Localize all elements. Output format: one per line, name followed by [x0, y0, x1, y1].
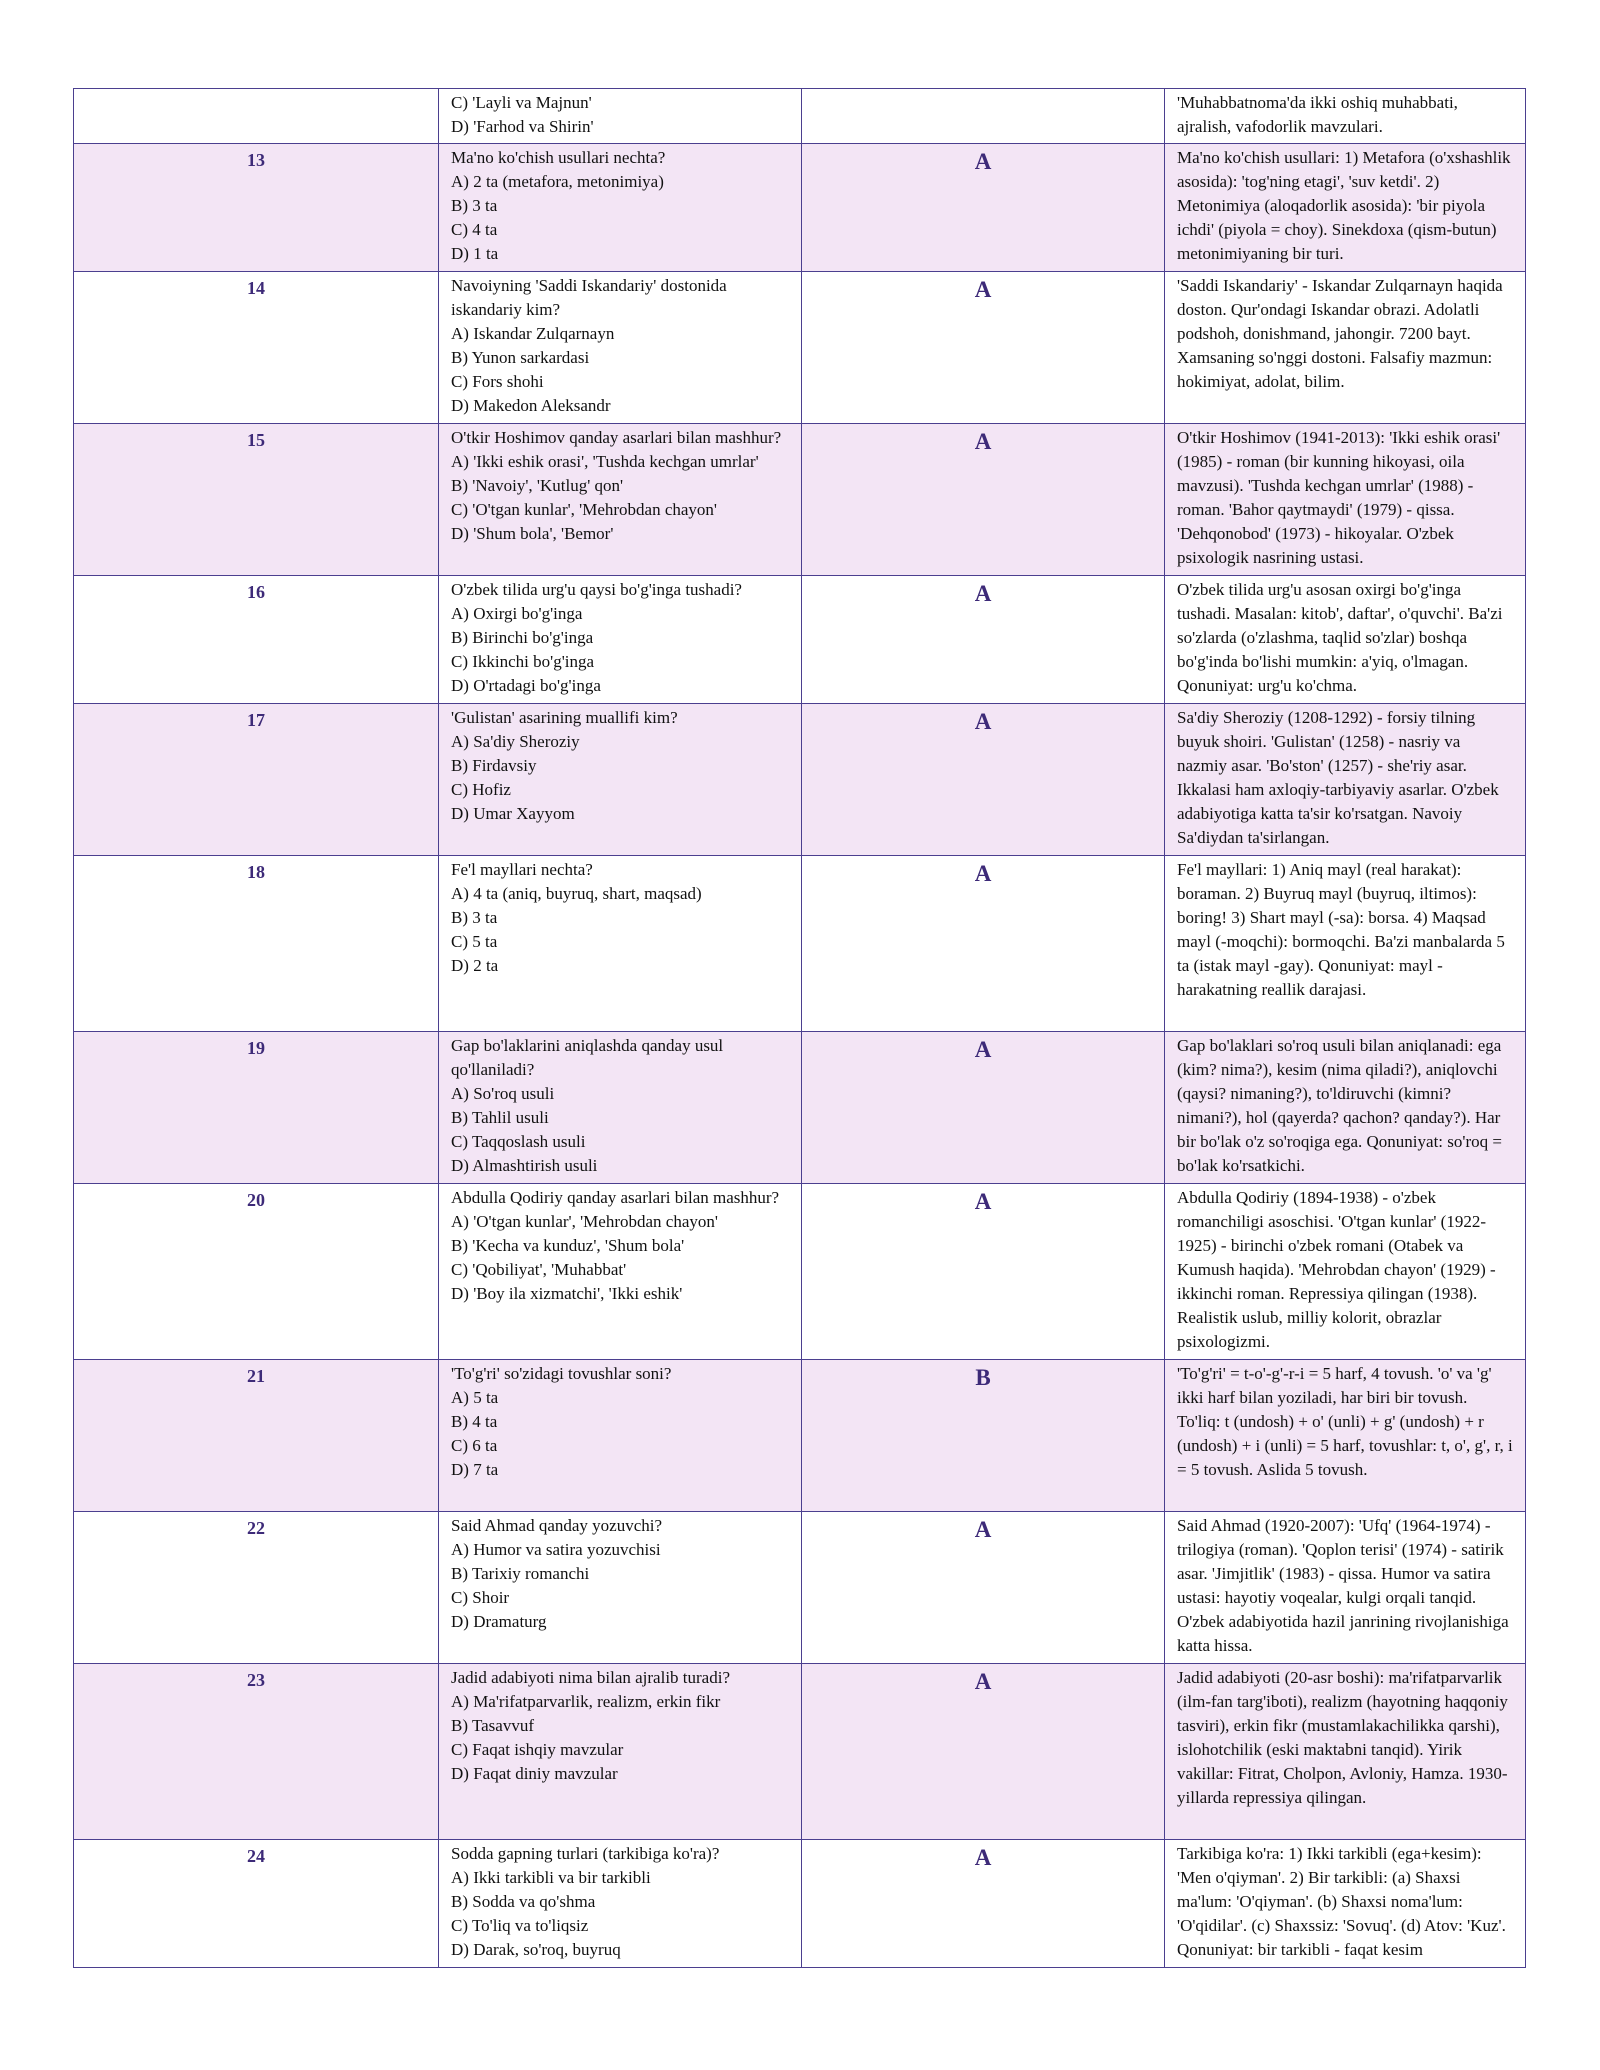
question-cell [439, 89, 802, 144]
question-option: C) 'O'tgan kunlar', 'Mehrobdan chayon' [451, 500, 717, 519]
question-option: C) Taqqoslash usuli [451, 1132, 586, 1151]
question-cell [439, 144, 802, 272]
question-number: 18 [74, 856, 439, 1032]
table-row [74, 1664, 1526, 1840]
explanation-cell: Sa'diy Sheroziy (1208-1292) - forsiy tilning buyuk shoiri. 'Gulistan' (1258) - nasriy va nazmiy asar. 'Bo'ston' (1257) - she'riy asar. Ikkalasi ham axloqiy-tarbiyaviy asarlar. O'zbek adabiyotiga katta ta'sir ko'rsatgan. Navoiy Sa'diydan ta'sirlangan. [1165, 704, 1526, 856]
question-option: B) Yunon sarkardasi [451, 348, 590, 367]
question-option: D) 1 ta [451, 244, 499, 263]
question-cell [439, 1512, 802, 1664]
question-option: C) 'Qobiliyat', 'Muhabbat' [451, 1260, 627, 1279]
question-text: Navoiyning 'Saddi Iskandariy' dostonida iskandariy kim? [451, 276, 727, 319]
question-option: C) 6 ta [451, 1436, 498, 1455]
question-cell [439, 424, 802, 576]
table-row [74, 424, 1526, 576]
answer-letter: A [802, 1184, 1165, 1360]
question-option: D) Almashtirish usuli [451, 1156, 598, 1175]
question-option: B) 'Kecha va kunduz', 'Shum bola' [451, 1236, 685, 1255]
question-option: A) So'roq usuli [451, 1084, 555, 1103]
table-row [74, 856, 1526, 1032]
question-option: D) 'Shum bola', 'Bemor' [451, 524, 614, 543]
explanation-cell: 'Muhabbatnoma'da ikki oshiq muhabbati, ajralish, vafodorlik mavzulari. [1165, 89, 1526, 144]
explanation-cell: 'To'g'ri' = t-o'-g'-r-i = 5 harf, 4 tovush. 'o' va 'g' ikki harf bilan yoziladi, har biri bir tovush. To'liq: t (undosh) + o' (unli) + g' (undosh) + r (undosh) + i (unli) = 5 harf, tovushlar: t, o', g', r, i = 5 tovush. Aslida 5 tovush. [1165, 1360, 1526, 1512]
table-row [74, 1512, 1526, 1664]
explanation-cell: Tarkibiga ko'ra: 1) Ikki tarkibli (ega+kesim): 'Men o'qiyman'. 2) Bir tarkibli: (a) Shaxsi ma'lum: 'O'qiyman'. (b) Shaxsi noma'lum: 'O'qidilar'. (c) Shaxssiz: 'Sovuq'. (d) Atov: 'Kuz'. Qonuniyat: bir tarkibli - faqat kesim [1165, 1840, 1526, 1968]
answer-letter: A [802, 1032, 1165, 1184]
question-cell [439, 1184, 802, 1360]
question-cell [439, 704, 802, 856]
answer-letter: A [802, 1840, 1165, 1968]
question-cell [439, 1664, 802, 1840]
question-option: C) Shoir [451, 1588, 510, 1607]
question-number [74, 89, 439, 144]
question-option: B) 3 ta [451, 908, 498, 927]
question-number: 20 [74, 1184, 439, 1360]
question-option: D) 'Boy ila xizmatchi', 'Ikki eshik' [451, 1284, 683, 1303]
question-option: D) 7 ta [451, 1460, 499, 1479]
question-cell [439, 1032, 802, 1184]
question-option: B) 4 ta [451, 1412, 498, 1431]
question-option: A) Sa'diy Sheroziy [451, 732, 580, 751]
question-option: B) Tarixiy romanchi [451, 1564, 590, 1583]
question-text: O'tkir Hoshimov qanday asarlari bilan mashhur? [451, 428, 782, 447]
question-option: D) 2 ta [451, 956, 499, 975]
question-number: 19 [74, 1032, 439, 1184]
question-text: Fe'l mayllari nechta? [451, 860, 593, 879]
question-text: Ma'no ko'chish usullari nechta? [451, 148, 666, 167]
answer-letter: A [802, 272, 1165, 424]
question-option: A) 'Ikki eshik orasi', 'Tushda kechgan umrlar' [451, 452, 759, 471]
explanation-cell: O'tkir Hoshimov (1941-2013): 'Ikki eshik orasi' (1985) - roman (bir kunning hikoyasi, oila mavzusi). 'Tushda kechgan umrlar' (1988) - roman. 'Bahor qaytmaydi' (1979) - qissa. 'Dehqonobod' (1973) - hikoyalar. O'zbek psixologik nasrining ustasi. [1165, 424, 1526, 576]
question-option: D) Umar Xayyom [451, 804, 575, 823]
explanation-cell: Abdulla Qodiriy (1894-1938) - o'zbek romanchiligi asoschisi. 'O'tgan kunlar' (1922-1925) - birinchi o'zbek romani (Otabek va Kumush haqida). 'Mehrobdan chayon' (1929) - ikkinchi roman. Repressiya qilingan (1938). Realistik uslub, milliy kolorit, obrazlar psixologizmi. [1165, 1184, 1526, 1360]
question-option: A) Iskandar Zulqarnayn [451, 324, 615, 343]
question-option: D) O'rtadagi bo'g'inga [451, 676, 601, 695]
answer-letter: A [802, 1512, 1165, 1664]
question-number: 14 [74, 272, 439, 424]
table-row [74, 144, 1526, 272]
question-option: A) 2 ta (metafora, metonimiya) [451, 172, 664, 191]
question-number: 21 [74, 1360, 439, 1512]
question-cell [439, 576, 802, 704]
question-text: 'Gulistan' asarining muallifi kim? [451, 708, 678, 727]
question-option: A) 'O'tgan kunlar', 'Mehrobdan chayon' [451, 1212, 718, 1231]
question-option: B) Birinchi bo'g'inga [451, 628, 594, 647]
question-cell [439, 856, 802, 1032]
answer-letter: A [802, 856, 1165, 1032]
question-option: A) Humor va satira yozuvchisi [451, 1540, 661, 1559]
question-option: C) Faqat ishqiy mavzular [451, 1740, 624, 1759]
question-option: C) 5 ta [451, 932, 498, 951]
question-number: 16 [74, 576, 439, 704]
question-text: Jadid adabiyoti nima bilan ajralib turadi? [451, 1668, 730, 1687]
question-text: Gap bo'laklarini aniqlashda qanday usul qo'llaniladi? [451, 1036, 724, 1079]
question-cell [439, 1360, 802, 1512]
question-text: Abdulla Qodiriy qanday asarlari bilan mashhur? [451, 1188, 780, 1207]
question-number: 23 [74, 1664, 439, 1840]
explanation-cell: 'Saddi Iskandariy' - Iskandar Zulqarnayn haqida doston. Qur'ondagi Iskandar obrazi. Adolatli podshoh, donishmand, jahongir. 7200 bayt. Xamsaning so'nggi dostoni. Falsafiy mazmun: hokimiyat, adolat, bilim. [1165, 272, 1526, 424]
question-cell [439, 272, 802, 424]
question-number: 17 [74, 704, 439, 856]
question-number: 15 [74, 424, 439, 576]
question-number: 24 [74, 1840, 439, 1968]
table-row [74, 1184, 1526, 1360]
question-option: D) Faqat diniy mavzular [451, 1764, 618, 1783]
table-row [74, 1032, 1526, 1184]
explanation-cell: Said Ahmad (1920-2007): 'Ufq' (1964-1974) - trilogiya (roman). 'Qoplon terisi' (1974) - satirik asar. 'Jimjitlik' (1983) - qissa. Humor va satira ustasi: hayotiy voqealar, kulgi orqali tanqid. O'zbek adabiyotida hazil janrining rivojlanishiga katta hissa. [1165, 1512, 1526, 1664]
question-option: D) Dramaturg [451, 1612, 547, 1631]
question-option: B) Sodda va qo'shma [451, 1892, 596, 1911]
question-option: B) Tahlil usuli [451, 1108, 549, 1127]
question-option: C) Hofiz [451, 780, 511, 799]
answer-letter: B [802, 1360, 1165, 1512]
question-option: A) Oxirgi bo'g'inga [451, 604, 583, 623]
explanation-cell: Jadid adabiyoti (20-asr boshi): ma'rifatparvarlik (ilm-fan targ'iboti), realizm (hayotning haqqoniy tasviri), erkin fikr (mustamlakachilikka qarshi), islohotchilik (eski maktabni tanqid). Yirik vakillar: Fitrat, Cholpon, Avloniy, Hamza. 1930-yillarda repressiya qilingan. [1165, 1664, 1526, 1840]
table-row [74, 1840, 1526, 1968]
question-option: B) Firdavsiy [451, 756, 537, 775]
question-option: C) Ikkinchi bo'g'inga [451, 652, 595, 671]
answer-letter: A [802, 1664, 1165, 1840]
table-row [74, 576, 1526, 704]
answer-letter: A [802, 424, 1165, 576]
question-option: C) 'Layli va Majnun' [451, 93, 592, 112]
question-cell [439, 1840, 802, 1968]
explanation-cell: Fe'l mayllari: 1) Aniq mayl (real harakat): boraman. 2) Buyruq mayl (buyruq, iltimos): boring! 3) Shart mayl (-sa): borsa. 4) Maqsad mayl (-moqchi): bormoqchi. Ba'zi manbalarda 5 ta (istak mayl -gay). Qonuniyat: mayl - harakatning reallik darajasi. [1165, 856, 1526, 1032]
table-row [74, 704, 1526, 856]
explanation-cell: O'zbek tilida urg'u asosan oxirgi bo'g'inga tushadi. Masalan: kitob', daftar', o'quvchi'. Ba'zi so'zlarda (o'zlashma, taqlid so'zlar) boshqa bo'g'inda bo'lishi mumkin: a'yiq, o'lmagan. Qonuniyat: urg'u ko'chma. [1165, 576, 1526, 704]
question-option: A) Ikki tarkibli va bir tarkibli [451, 1868, 651, 1887]
table-row [74, 1360, 1526, 1512]
question-option: A) 5 ta [451, 1388, 499, 1407]
table-row [74, 272, 1526, 424]
question-number: 22 [74, 1512, 439, 1664]
answer-letter: A [802, 704, 1165, 856]
question-text: Said Ahmad qanday yozuvchi? [451, 1516, 663, 1535]
question-option: B) Tasavvuf [451, 1716, 535, 1735]
question-text: 'To'g'ri' so'zidagi tovushlar soni? [451, 1364, 672, 1383]
answer-letter [802, 89, 1165, 144]
question-text: O'zbek tilida urg'u qaysi bo'g'inga tushadi? [451, 580, 742, 599]
question-option: A) 4 ta (aniq, buyruq, shart, maqsad) [451, 884, 702, 903]
quiz-answer-table [73, 88, 1526, 1968]
explanation-cell: Ma'no ko'chish usullari: 1) Metafora (o'xshashlik asosida): 'tog'ning etagi', 'suv ketdi'. 2) Metonimiya (aloqadorlik asosida): 'bir piyola ichdi' (piyola = choy). Sinekdoxa (qism-butun) metonimiyaning bir turi. [1165, 144, 1526, 272]
explanation-cell: Gap bo'laklari so'roq usuli bilan aniqlanadi: ega (kim? nima?), kesim (nima qiladi?), aniqlovchi (qaysi? nimaning?), to'ldiruvchi (kimni? nimani?), hol (qayerda? qachon? qanday?). Har bir bo'lak o'z so'roqiga ega. Qonuniyat: so'roq = bo'lak ko'rsatkichi. [1165, 1032, 1526, 1184]
answer-letter: A [802, 144, 1165, 272]
table-row [74, 89, 1526, 144]
question-option: C) Fors shohi [451, 372, 544, 391]
question-option: D) 'Farhod va Shirin' [451, 117, 594, 136]
question-option: C) 4 ta [451, 220, 498, 239]
question-option: D) Darak, so'roq, buyruq [451, 1940, 621, 1959]
question-option: B) 'Navoiy', 'Kutlug' qon' [451, 476, 624, 495]
question-option: B) 3 ta [451, 196, 498, 215]
question-option: C) To'liq va to'liqsiz [451, 1916, 589, 1935]
question-number: 13 [74, 144, 439, 272]
answer-letter: A [802, 576, 1165, 704]
quiz-table-body [74, 89, 1526, 1968]
question-option: A) Ma'rifatparvarlik, realizm, erkin fikr [451, 1692, 721, 1711]
question-text: Sodda gapning turlari (tarkibiga ko'ra)? [451, 1844, 720, 1863]
question-option: D) Makedon Aleksandr [451, 396, 611, 415]
